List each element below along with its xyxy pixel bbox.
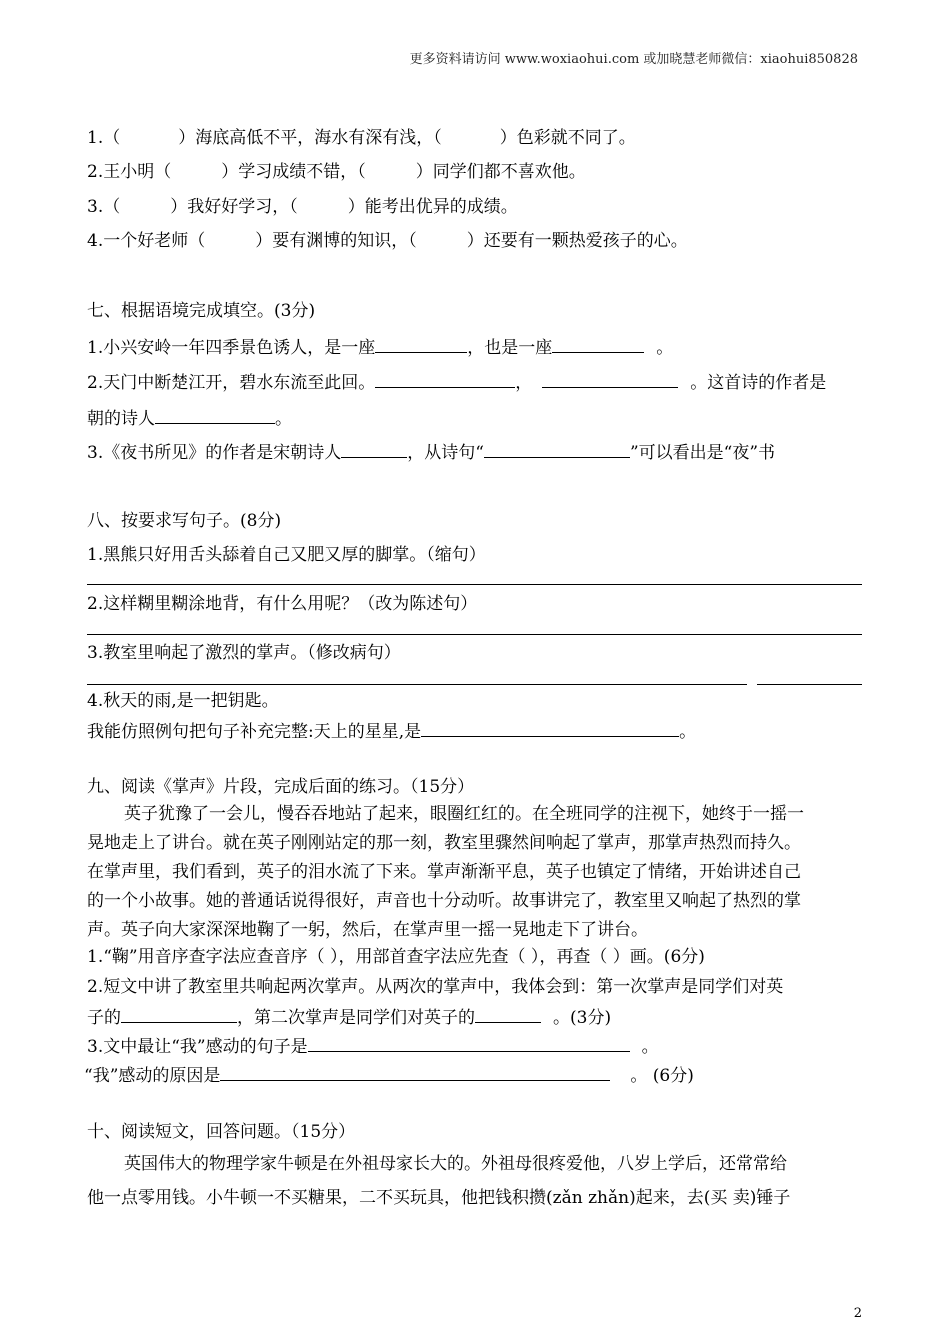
answer-line[interactable]	[87, 634, 862, 635]
text: 。(3分)	[553, 1008, 612, 1028]
text: ）同学们都不喜欢他。	[415, 162, 586, 182]
text: 我能仿照例句把句子补充完整:天上的星星,是	[87, 722, 422, 742]
answer-line[interactable]	[87, 684, 747, 685]
text: 。	[656, 338, 674, 358]
s9-question-2: 2.短文中讲了教室里共响起两次掌声。从两次的掌声中，我体会到：第一次掌声是同学们对英	[87, 977, 784, 997]
text: ，也是一座	[467, 338, 553, 358]
text: 。	[679, 722, 697, 742]
text: 。	[275, 409, 292, 429]
s9-question-1: 1.“鞠”用音序查字法应查音序（ ），用部首查字法应先查（ ），再查（ ）画。(6分)	[87, 947, 705, 967]
page-number: 2	[853, 1306, 862, 1321]
page-header: 更多资料请访问 www.woxiaohui.com 或加晓慧老师微信：xiaohui850828	[409, 52, 858, 67]
s6-question-2	[87, 161, 586, 183]
answer-blank[interactable]	[552, 335, 644, 353]
s8-question-3: 3.教室里响起了激烈的掌声。（修改病句）	[87, 643, 401, 663]
answer-blank[interactable]	[341, 440, 407, 458]
text: ，第二次掌声是同学们对英子的	[237, 1008, 475, 1028]
text: “我”感动的原因是	[84, 1066, 221, 1086]
text: 。	[641, 1037, 659, 1057]
s7-question-1	[87, 335, 673, 359]
text: 4.一个好老师（	[87, 231, 206, 251]
text: ）要有渊博的知识，（	[255, 231, 417, 251]
s9-question-2-cont	[87, 1005, 611, 1029]
text: ）学习成绩不错，（	[221, 162, 366, 182]
s9-para-line-1: 英子犹豫了一会儿，慢吞吞地站了起来，眼圈红红的。在全班同学的注视下，她终于一摇一	[124, 804, 804, 824]
text: ）海底高低不平，海水有深有浅，（	[178, 128, 442, 148]
s6-question-1	[87, 127, 636, 149]
s7-question-2-cont	[87, 406, 292, 430]
answer-blank[interactable]	[421, 719, 679, 737]
s7-question-2	[87, 370, 826, 394]
text: 3.（	[87, 197, 121, 217]
answer-blank[interactable]	[542, 370, 678, 388]
s10-title: 十、阅读短文，回答问题。（15分）	[87, 1122, 356, 1142]
answer-blank[interactable]	[220, 1063, 610, 1081]
s7-question-3	[87, 440, 775, 464]
text: ）能考出优异的成绩。	[347, 197, 518, 217]
answer-line[interactable]	[757, 684, 862, 685]
text: 。 (6分)	[630, 1066, 694, 1086]
s8-title: 八、按要求写句子。(8分)	[87, 511, 282, 531]
text: 子的	[87, 1008, 121, 1028]
text: ，从诗句“	[407, 443, 484, 463]
s6-question-4	[87, 230, 688, 252]
answer-blank[interactable]	[475, 1005, 541, 1023]
s9-para-line-5: 声。英子向大家深深地鞠了一躬，然后，在掌声里一摇一晃地走下了讲台。	[87, 920, 648, 940]
s10-para-line-1: 英国伟大的物理学家牛顿是在外祖母家长大的。外祖母很疼爱他，八岁上学后，还常常给	[124, 1154, 787, 1174]
text: 2.王小明（	[87, 162, 172, 182]
answer-blank[interactable]	[375, 335, 467, 353]
answer-blank[interactable]	[121, 1005, 237, 1023]
s8-question-4-cont	[87, 719, 696, 743]
answer-blank[interactable]	[484, 440, 630, 458]
text: ）色彩就不同了。	[499, 128, 636, 148]
text: 1.小兴安岭一年四季景色诱人，是一座	[87, 338, 376, 358]
s6-question-3	[87, 196, 518, 218]
text: ”可以看出是“夜”书	[629, 443, 776, 463]
s9-para-line-2: 晃地走上了讲台。就在英子刚刚站定的那一刻，教室里骤然间响起了掌声，那掌声热烈而持久。	[87, 833, 801, 853]
s8-question-4: 4.秋天的雨,是一把钥匙。	[87, 691, 279, 711]
answer-blank[interactable]	[155, 406, 275, 424]
s9-question-3-cont	[84, 1063, 694, 1087]
text: 。这首诗的作者是	[690, 373, 827, 393]
s7-title: 七、根据语境完成填空。(3分)	[87, 301, 316, 321]
s9-title: 九、阅读《掌声》片段，完成后面的练习。（15分）	[87, 777, 475, 797]
text: 3.文中最让“我”感动的句子是	[87, 1037, 308, 1057]
text: 朝的诗人	[87, 409, 155, 429]
answer-blank[interactable]	[308, 1034, 630, 1052]
text: ）我好好学习，（	[170, 197, 298, 217]
text: 1.（	[87, 128, 121, 148]
s9-question-3	[87, 1034, 659, 1058]
answer-line[interactable]	[87, 584, 862, 585]
s9-para-line-3: 在掌声里，我们看到，英子的泪水流了下来。掌声渐渐平息，英子也镇定了情绪，开始讲述自己	[87, 862, 801, 882]
text: ，	[515, 373, 533, 393]
text: 3.《夜书所见》的作者是宋朝诗人	[87, 443, 342, 463]
answer-blank[interactable]	[375, 370, 515, 388]
s10-para-line-2: 他一点零用钱。小牛顿一不买糖果，二不买玩具，他把钱积攒(zǎn zhǎn)起来，去(买 卖)锤子	[87, 1188, 791, 1208]
s9-para-line-4: 的一个小故事。她的普通话说得很好，声音也十分动听。故事讲完了，教室里又响起了热烈的掌	[87, 891, 801, 911]
s8-question-1: 1.黑熊只好用舌头舔着自己又肥又厚的脚掌。（缩句）	[87, 545, 486, 565]
text: ）还要有一颗热爱孩子的心。	[466, 231, 688, 251]
s8-question-2: 2.这样糊里糊涂地背，有什么用呢？（改为陈述句）	[87, 594, 478, 614]
text: 2.天门中断楚江开，碧水东流至此回。	[87, 373, 376, 393]
